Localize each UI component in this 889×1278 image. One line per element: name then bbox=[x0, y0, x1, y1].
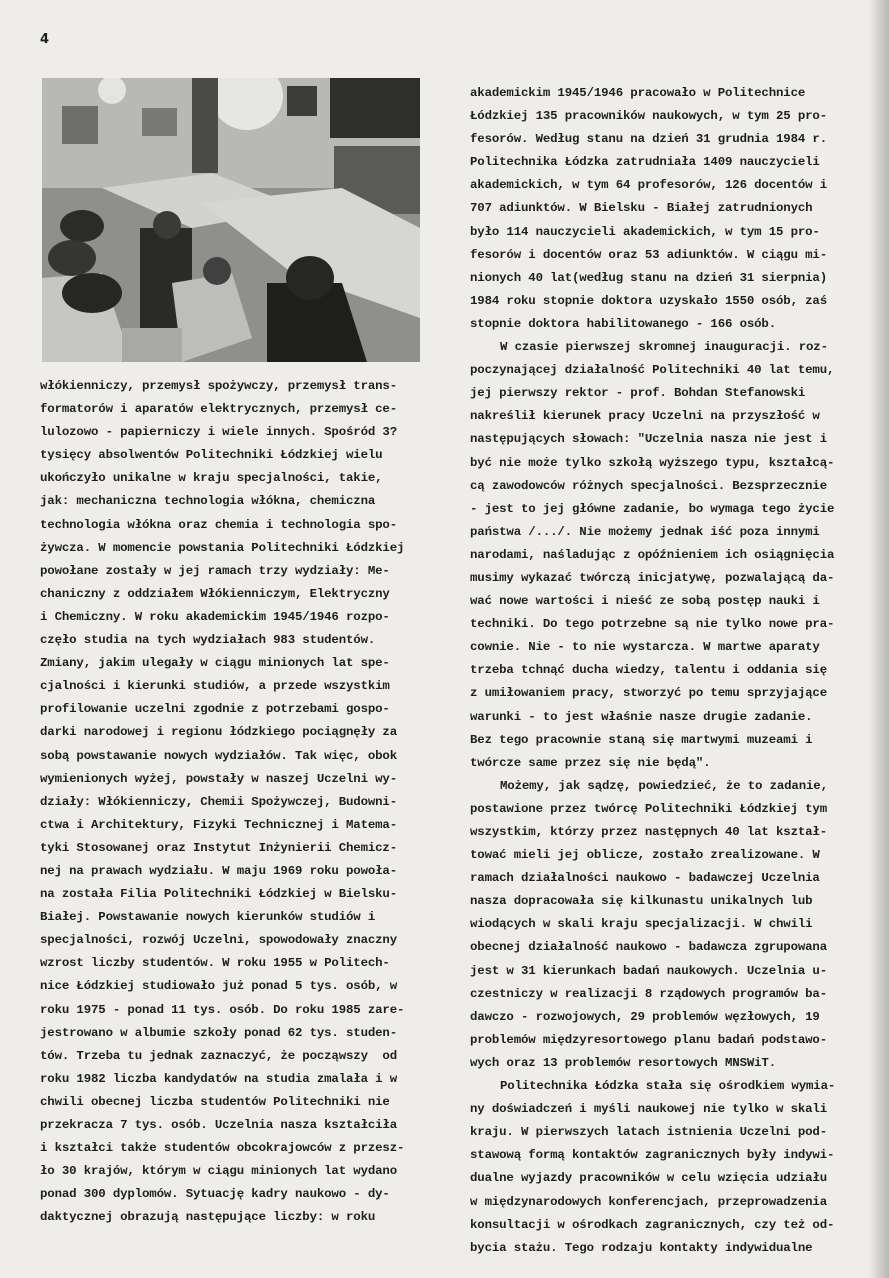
text-line: musimy wykazać twórczą inicjatywę, pozwalającą da- bbox=[470, 570, 835, 585]
text-line: twórcze same przez się nie będą". bbox=[470, 755, 711, 770]
text-line: stawową formą kontaktów zagranicznych były indywi- bbox=[470, 1148, 835, 1163]
text-line: następujących słowach: "Uczelnia nasza nie jest i bbox=[470, 432, 827, 447]
text-line: ny doświadczeń i myśli naukowej nie tylko w skali bbox=[470, 1102, 827, 1117]
text-line: państwa /.../. Nie możemy jednak iść poza innymi bbox=[470, 524, 820, 539]
text-line: cjalności i kierunki studiów, a przede wszystkim bbox=[40, 679, 390, 694]
text-line: ło 30 krajów, którym w ciągu minionych lat wydano bbox=[40, 1164, 397, 1179]
text-line: obecnej działalność naukowo - badawcza zgrupowana bbox=[470, 940, 827, 955]
text-line: ukończyło unikalne w kraju specjalności, takie, bbox=[40, 471, 383, 486]
text-line: było 114 nauczycieli akademickich, w tym 15 pro- bbox=[470, 224, 820, 239]
paragraph-first-line: Politechnika Łódzka stała się ośrodkiem wymia- bbox=[500, 1079, 836, 1094]
text-line: poczynającej działalność Politechniki 40 lat temu, bbox=[470, 363, 835, 378]
text-line: jak: mechaniczna technologia włókna, chemiczna bbox=[40, 494, 376, 509]
text-line: warunki - to jest właśnie nasze drugie zadanie. bbox=[470, 709, 813, 724]
text-line: w międzynarodowych konferencjach, przeprowadzenia bbox=[470, 1194, 827, 1209]
text-line: nice Łódzkiej studiowało już ponad 5 tys. osób, w bbox=[40, 979, 397, 994]
text-line: żywcza. W momencie powstania Politechniki Łódzkiej bbox=[40, 540, 405, 555]
text-line: technologia włókna oraz chemia i technologia spo- bbox=[40, 517, 397, 532]
text-line: cą zawodowców różnych specjalności. Bezsprzecznie bbox=[470, 478, 827, 493]
text-line: Politechnika Łódzka zatrudniała 1409 nauczycieli bbox=[470, 155, 820, 170]
text-line: nej na prawach wydziału. W maju 1969 roku powoła- bbox=[40, 863, 397, 878]
text-line: powołane zostały w jej ramach trzy wydziały: Me- bbox=[40, 563, 390, 578]
text-line: tować mieli jej oblicze, zostało zrealizowane. W bbox=[470, 848, 820, 863]
text-line: bycia stażu. Tego rodzaju kontakty indywidualne bbox=[470, 1240, 813, 1255]
text-line: formatorów i aparatów elektrycznych, przemysł ce- bbox=[40, 402, 397, 417]
text-line: konsultacji w ośrodkach zagranicznych, czy też od- bbox=[470, 1217, 835, 1232]
text-line: jej pierwszy rektor - prof. Bohdan Stefanowski bbox=[470, 386, 806, 401]
text-line: stopnie doktora habilitowanego - 166 osób. bbox=[470, 316, 776, 331]
text-line: Zmiany, jakim ulegały w ciągu minionych lat spe- bbox=[40, 656, 390, 671]
text-line: akademickich, w tym 64 profesorów, 126 docentów i bbox=[470, 178, 827, 193]
text-line: lulozowo - papierniczy i wiele innych. Spośród 3? bbox=[40, 425, 397, 440]
text-line: wych oraz 13 problemów resortowych MNSWiT. bbox=[470, 1055, 776, 1070]
text-line: roku 1975 - ponad 11 tys. osób. Do roku 1985 zare- bbox=[40, 1002, 405, 1017]
photo-image bbox=[42, 78, 420, 362]
text-line: ramach działalności naukowo - badawczej Uczelnia bbox=[470, 871, 820, 886]
text-line: Białej. Powstawanie nowych kierunków studiów i bbox=[40, 910, 376, 925]
text-line: ctwa i Architektury, Fizyki Technicznej i Matema- bbox=[40, 817, 397, 832]
text-line: nasza dopracowała się kilkunastu unikalnych lub bbox=[470, 894, 813, 909]
text-line: tysięcy absolwentów Politechniki Łódzkiej wielu bbox=[40, 448, 383, 463]
text-line: Bez tego pracownie staną się martwymi muzeami i bbox=[470, 732, 813, 747]
text-line: wiodących w skali kraju specjalizacji. W chwili bbox=[470, 917, 813, 932]
text-line: dualne wyjazdy pracowników w celu wzięcia udziału bbox=[470, 1171, 827, 1186]
text-line: sobą powstawanie nowych wydziałów. Tak więc, obok bbox=[40, 748, 397, 763]
text-line: wszystkim, którzy przez następnych 40 lat kształ- bbox=[470, 825, 827, 839]
text-line: postawione przez twórcę Politechniki Łódzkiej tym bbox=[470, 801, 827, 816]
text-line: tyki Stosowanej oraz Instytut Inżynierii Chemicz- bbox=[40, 840, 397, 855]
text-line: częło studia na tych wydziałach 983 studentów. bbox=[40, 633, 376, 648]
text-line: chaniczny z oddziałem Włókienniczym, Elektryczny bbox=[40, 586, 390, 601]
text-line: akademickim 1945/1946 pracowało w Politechnice bbox=[470, 86, 806, 100]
text-line: działy: Włókienniczy, Chemii Spożywczej, Budowni- bbox=[40, 794, 397, 809]
text-line: na została Filia Politechniki Łódzkiej w Bielsku- bbox=[40, 887, 397, 902]
text-line: wymienionych wyżej, powstały w naszej Uczelni wy- bbox=[40, 771, 397, 786]
text-line: 1984 roku stopnie doktora uzyskało 1550 osób, zaś bbox=[470, 293, 827, 308]
text-line: ponad 300 dyplomów. Sytuację kadry naukowo - dy- bbox=[40, 1187, 390, 1202]
right-text-column bbox=[470, 82, 855, 1260]
text-line: cownie. Nie - to nie wystarcza. W martwe aparaty bbox=[470, 640, 820, 655]
text-line: z umiłowaniem pracy, stworzyć po temu sprzyjające bbox=[470, 686, 827, 701]
text-line: nakreślił kierunek pracy Uczelni na przyszłość w bbox=[470, 409, 820, 424]
text-line: i Chemiczny. W roku akademickim 1945/1946 rozpo- bbox=[40, 609, 390, 624]
text-line: daktycznej obrazują następujące liczby: w roku bbox=[40, 1210, 376, 1225]
text-line: wać nowe wartości i nieść ze sobą postęp nauki i bbox=[470, 594, 820, 609]
text-line: darki narodowej i regionu łódzkiego pociągnęły za bbox=[40, 725, 397, 740]
text-line: 707 adiunktów. W Bielsku - Białej zatrudnionych bbox=[470, 201, 813, 216]
text-line: kraju. W pierwszych latach istnienia Uczelni pod- bbox=[470, 1125, 827, 1140]
text-line: fesorów i docentów oraz 53 adiunktów. W ciągu mi- bbox=[470, 247, 827, 262]
text-line: czestniczy w realizacji 8 rządowych programów ba- bbox=[470, 986, 827, 1001]
text-line: włókienniczy, przemysł spożywczy, przemysł trans- bbox=[40, 379, 397, 393]
paragraph-first-line: W czasie pierwszej skromnej inauguracji. roz- bbox=[500, 340, 828, 355]
text-line: techniki. Do tego potrzebne są nie tylko nowe pra- bbox=[470, 617, 835, 632]
text-line: narodami, naśladując z opóźnieniem ich osiągnięcia bbox=[470, 547, 835, 562]
text-line: Łódzkiej 135 pracowników naukowych, w tym 25 pro- bbox=[470, 109, 827, 124]
text-line: wzrost liczby studentów. W roku 1955 w Politech- bbox=[40, 956, 390, 971]
text-line: i kształci także studentów obcokrajowców z przesz- bbox=[40, 1141, 405, 1156]
text-line: być nie może tylko szkołą wyższego typu, kształcą- bbox=[470, 455, 835, 470]
text-line: problemów międzyresortowego planu badań podstawo- bbox=[470, 1032, 827, 1047]
page-number: 4 bbox=[40, 32, 50, 47]
text-line: roku 1982 liczba kandydatów na studia zmalała i w bbox=[40, 1071, 397, 1086]
text-line: profilowanie uczelni zgodnie z potrzebami gospo- bbox=[40, 702, 390, 717]
text-line: trzeba tchnąć ducha wiedzy, talentu i oddania się bbox=[470, 663, 827, 678]
text-line: - jest to jej główne zadanie, bo wymaga tego życie bbox=[470, 501, 835, 516]
text-line: dawczo - rozwojowych, 29 problemów węzłowych, 19 bbox=[470, 1009, 820, 1024]
text-line: przekracza 7 tys. osób. Uczelnia nasza kształciła bbox=[40, 1118, 397, 1132]
text-line: tów. Trzeba tu jednak zaznaczyć, że począwszy od bbox=[40, 1048, 397, 1063]
text-line: nionych 40 lat(według stanu na dzień 31 sierpnia) bbox=[470, 270, 827, 285]
page-edge-shadow bbox=[869, 0, 889, 1278]
text-line: chwili obecnej liczba studentów Politechniki nie bbox=[40, 1094, 390, 1109]
drafting-room-photo bbox=[42, 78, 420, 362]
text-line: jest w 31 kierunkach badań naukowych. Uczelnia u- bbox=[470, 963, 827, 978]
left-text-column bbox=[40, 375, 430, 1229]
text-line: fesorów. Według stanu na dzień 31 grudnia 1984 r. bbox=[470, 132, 827, 147]
text-line: jestrowano w albumie szkoły ponad 62 tys. studen- bbox=[40, 1025, 397, 1040]
text-line: specjalności, rozwój Uczelni, spowodowały znaczny bbox=[40, 933, 397, 948]
paragraph-first-line: Możemy, jak sądzę, powiedzieć, że to zadanie, bbox=[500, 778, 828, 793]
